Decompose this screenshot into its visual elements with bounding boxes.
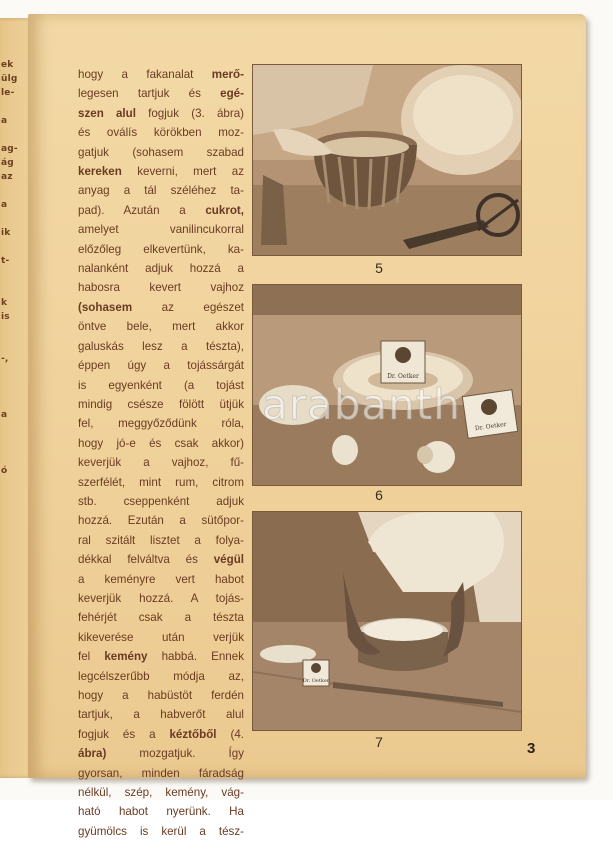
text-run: és oválís körökben moz-	[78, 126, 244, 140]
text-run: fel, meggyőződünk róla,	[78, 417, 244, 431]
text-run: éppen úgy a tojássárgát	[78, 359, 244, 373]
text-run: az egészet	[132, 300, 244, 314]
figure-5-illustration	[253, 65, 521, 255]
text-run: habbá. Ennek	[147, 650, 244, 664]
text-line	[78, 259, 244, 278]
text-run: hogy jó-e és csak akkor)	[78, 436, 244, 450]
facing-page-fragment	[1, 324, 29, 338]
bold-text-run: merő-	[211, 68, 244, 81]
text-line	[78, 240, 244, 259]
text-line	[78, 628, 244, 647]
text-line	[78, 356, 244, 375]
body-text-column	[78, 65, 244, 841]
facing-page-fragment: a	[1, 410, 8, 420]
text-run: ral szitált lisztet a folya-	[78, 533, 244, 547]
text-run: anyag a tál széléhez ta-	[78, 184, 244, 198]
facing-page-text-fragments	[1, 58, 29, 478]
text-line	[78, 123, 244, 142]
text-run: előzőleg elkevertünk, ka-	[78, 242, 244, 256]
figure-6-package-label-right: Dr. Oetker	[474, 420, 507, 433]
text-line	[78, 65, 244, 84]
figure-7-number: 7	[375, 734, 383, 750]
facing-page-fragment: ó	[1, 466, 8, 476]
text-line	[78, 744, 244, 763]
facing-page-fragment: ag-	[1, 144, 18, 154]
text-run: galuskás lesz a tészta),	[78, 339, 244, 353]
bold-text-run: szen alul	[78, 106, 136, 120]
text-run: fogjuk és a	[78, 727, 170, 741]
facing-page-fragment	[1, 422, 29, 436]
bold-text-run: kemény	[104, 650, 148, 664]
bold-text-run: kéztőből	[169, 727, 217, 741]
text-line	[78, 84, 244, 103]
figure-7-photo	[252, 511, 522, 731]
facing-page-fragment	[1, 380, 29, 394]
facing-page-fragment	[1, 268, 29, 282]
text-line	[78, 220, 244, 239]
bold-text-run: ábra)	[78, 747, 107, 761]
figure-7-illustration	[253, 512, 521, 730]
facing-page-fragment: ág	[1, 158, 14, 168]
text-run: ható habot nyerünk. Ha	[78, 805, 244, 819]
facing-page-fragment	[1, 436, 29, 450]
facing-page-fragment: a	[1, 116, 8, 126]
text-line	[78, 725, 244, 744]
text-run: nalanként adjuk hozzá a	[78, 262, 244, 276]
text-run: amelyet vanilincukorral	[78, 223, 244, 237]
text-line	[78, 162, 244, 181]
text-run: dékkal felváltva és	[78, 553, 214, 567]
facing-page-fragment: t-	[1, 256, 10, 266]
text-line	[78, 647, 244, 666]
text-line	[78, 511, 244, 530]
text-line	[78, 434, 244, 453]
text-line	[78, 531, 244, 550]
facing-page-fragment: az	[1, 172, 13, 182]
watermark: arabanth	[262, 380, 461, 429]
text-run: mozgatjuk. Így	[106, 747, 244, 761]
facing-page-fragment	[1, 128, 29, 142]
text-run: (4.	[216, 727, 244, 741]
text-line	[78, 278, 244, 297]
text-run: fel	[78, 650, 105, 664]
text-run: gatjuk (sohasem szabad	[78, 145, 244, 159]
text-line	[78, 298, 244, 317]
bold-text-run: (sohasem	[78, 300, 133, 314]
text-line	[78, 686, 244, 705]
text-run: gyorsan, minden fáradság	[78, 766, 244, 780]
text-run: a keményre vert habot	[78, 572, 244, 586]
facing-page-fragment: is	[1, 312, 10, 322]
facing-page-fragment: ek	[1, 60, 14, 70]
text-run: hogy a fakanalat	[78, 68, 212, 81]
figure-6-number: 6	[375, 487, 383, 503]
figure-5-photo	[252, 64, 522, 256]
text-line	[78, 317, 244, 336]
facing-page-fragment	[1, 366, 29, 380]
text-line	[78, 822, 244, 841]
facing-page-fragment: ülg	[1, 74, 18, 84]
text-run: keverjük a vajhoz, fű-	[78, 456, 244, 470]
facing-page-fragment: le-	[1, 88, 15, 98]
text-run: legcélszerűbb módja az,	[78, 669, 244, 683]
facing-page-fragment	[1, 240, 29, 254]
text-run: kikeverése után verjük	[78, 630, 244, 644]
text-line	[78, 802, 244, 821]
facing-page-fragment: ik	[1, 228, 11, 238]
bold-text-run: cukrot,	[205, 203, 244, 217]
text-run: mindig csésze fölött ütjük	[78, 397, 244, 411]
text-line	[78, 395, 244, 414]
text-run: tartjuk, a habverőt alul	[78, 708, 244, 722]
text-line	[78, 104, 244, 123]
figure-5-number: 5	[375, 260, 383, 276]
text-line	[78, 667, 244, 686]
text-line	[78, 764, 244, 783]
text-run: szerfélét, mint rum, citrom	[78, 475, 244, 489]
facing-page-fragment: a	[1, 200, 8, 210]
page-number: 3	[527, 740, 536, 757]
text-line	[78, 376, 244, 395]
text-run: hozzá. Ezután a sütőpor-	[78, 514, 244, 528]
facing-page-fragment: k	[1, 298, 8, 308]
text-run: stb. cseppenként adjuk	[78, 494, 244, 508]
text-run: pad). Azután a	[78, 203, 206, 217]
text-run: fogjuk (3. ábra)	[135, 106, 244, 120]
text-line	[78, 589, 244, 608]
text-line	[78, 705, 244, 724]
text-line	[78, 337, 244, 356]
text-run: nélkül, szép, kemény, vág-	[78, 786, 244, 800]
text-line	[78, 143, 244, 162]
facing-page-fragment: -,	[1, 354, 9, 364]
bold-text-run: végül	[213, 553, 244, 567]
figure-6-package-label-left: Dr. Oetker	[387, 373, 419, 380]
text-line	[78, 570, 244, 589]
facing-page-fragment	[1, 212, 29, 226]
text-line	[78, 414, 244, 433]
facing-page-fragment	[1, 100, 29, 114]
bold-text-run: egé-	[220, 87, 244, 101]
text-line	[78, 550, 244, 569]
text-run: keverni, mert az	[121, 165, 244, 179]
facing-page-fragment	[1, 282, 29, 296]
facing-page-fragment	[1, 338, 29, 352]
text-line	[78, 473, 244, 492]
text-line	[78, 492, 244, 511]
facing-page-fragment	[1, 184, 29, 198]
text-run: gyümölcs is kerül a tész-	[78, 824, 244, 838]
text-line	[78, 453, 244, 472]
bold-text-run: kereken	[78, 165, 122, 179]
text-run: fehérjét csak a tészta	[78, 611, 244, 625]
text-run: öntve bele, mert akkor	[78, 320, 244, 334]
text-line	[78, 608, 244, 627]
facing-page-fragment	[1, 450, 29, 464]
text-run: legesen tartjuk és	[78, 87, 221, 101]
text-line	[78, 201, 244, 220]
text-run: is egyenként (a tojást	[78, 378, 244, 392]
facing-page-fragment	[1, 394, 29, 408]
text-line	[78, 181, 244, 200]
figure-7-package-label: Dr. Oetker	[302, 678, 330, 684]
text-run: keverjük hozzá. A tojás-	[78, 591, 244, 605]
text-run: hogy a habüstöt ferdén	[78, 689, 244, 702]
text-run: habosra kevert vajhoz	[78, 281, 244, 295]
